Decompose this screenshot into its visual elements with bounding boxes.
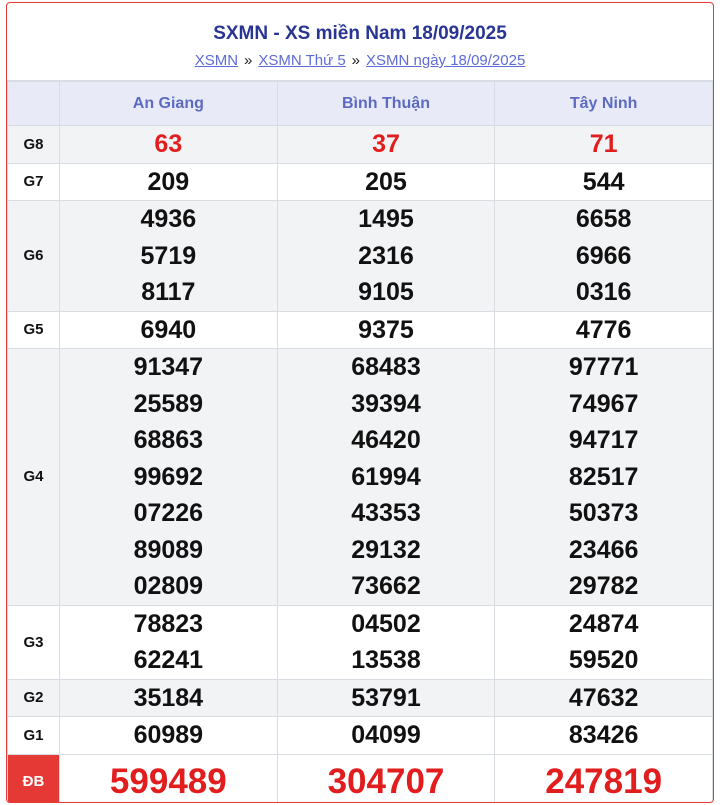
prize-number[interactable]: 43353 bbox=[351, 499, 421, 527]
prize-number[interactable]: 0316 bbox=[575, 278, 632, 306]
prize-label: G8 bbox=[8, 126, 60, 164]
prize-cell bbox=[495, 163, 713, 201]
prize-cell bbox=[277, 201, 495, 312]
prize-cell bbox=[60, 163, 278, 201]
prize-row-g4 bbox=[8, 349, 713, 606]
prize-row-g2 bbox=[8, 679, 713, 717]
prize-number[interactable]: 247819 bbox=[545, 761, 663, 801]
breadcrumb-link-date[interactable]: XSMN ngày 18/09/2025 bbox=[366, 52, 526, 69]
prize-number[interactable]: 04502 bbox=[351, 609, 421, 638]
prize-number[interactable]: 5719 bbox=[140, 241, 197, 270]
prize-cell bbox=[277, 717, 495, 755]
prize-number[interactable]: 544 bbox=[582, 167, 625, 196]
prize-label: G5 bbox=[8, 311, 60, 349]
prize-number[interactable]: 8117 bbox=[141, 278, 196, 306]
prize-row-đb bbox=[8, 754, 713, 803]
prize-cell bbox=[277, 349, 495, 606]
prize-number[interactable]: 2316 bbox=[358, 241, 414, 270]
prize-number[interactable]: 46420 bbox=[351, 426, 421, 454]
prize-number[interactable]: 91347 bbox=[133, 353, 204, 381]
prize-cell bbox=[495, 311, 713, 349]
prize-number[interactable]: 83426 bbox=[568, 721, 639, 749]
results-header bbox=[7, 3, 713, 81]
prize-number[interactable]: 599489 bbox=[109, 761, 227, 801]
prize-cell bbox=[277, 605, 495, 679]
prize-number[interactable]: 71 bbox=[589, 130, 618, 158]
header-corner-cell bbox=[8, 82, 60, 126]
province-header-an-giang[interactable]: An Giang bbox=[60, 82, 278, 126]
prize-cell bbox=[60, 126, 278, 164]
prize-cell bbox=[495, 605, 713, 679]
prize-number[interactable]: 29782 bbox=[568, 572, 639, 600]
breadcrumb-separator: » bbox=[351, 52, 361, 69]
prize-number[interactable]: 78823 bbox=[133, 609, 204, 638]
prize-number[interactable]: 37 bbox=[372, 130, 400, 158]
prize-number[interactable]: 61994 bbox=[351, 462, 421, 491]
prize-cell bbox=[60, 311, 278, 349]
prize-cell bbox=[277, 126, 495, 164]
results-panel bbox=[6, 2, 714, 803]
prize-cell bbox=[60, 717, 278, 755]
prize-number[interactable]: 60989 bbox=[133, 721, 204, 749]
prize-number[interactable]: 50373 bbox=[568, 499, 639, 527]
prize-number[interactable]: 9105 bbox=[358, 278, 414, 306]
prize-number[interactable]: 4936 bbox=[140, 205, 197, 233]
prize-label: G4 bbox=[8, 349, 60, 606]
prize-number[interactable]: 29132 bbox=[351, 535, 421, 564]
results-table bbox=[7, 81, 713, 803]
prize-number[interactable]: 63 bbox=[154, 130, 183, 158]
prize-label: G7 bbox=[8, 163, 60, 201]
prize-number[interactable]: 89089 bbox=[133, 535, 204, 564]
prize-number[interactable]: 68483 bbox=[351, 353, 421, 381]
prize-number[interactable]: 59520 bbox=[568, 646, 639, 674]
prize-number[interactable]: 97771 bbox=[568, 353, 639, 381]
prize-number[interactable]: 9375 bbox=[358, 315, 414, 344]
prize-number[interactable]: 209 bbox=[147, 167, 190, 196]
prize-number[interactable]: 35184 bbox=[133, 683, 204, 712]
breadcrumb-link-xsmn[interactable]: XSMN bbox=[194, 52, 239, 69]
prize-label: G6 bbox=[8, 201, 60, 312]
prize-label: ĐB bbox=[8, 754, 60, 803]
prize-number[interactable]: 68863 bbox=[133, 426, 204, 454]
prize-number[interactable]: 07226 bbox=[133, 499, 204, 527]
prize-row-g3 bbox=[8, 605, 713, 679]
prize-row-g8 bbox=[8, 126, 713, 164]
prize-number[interactable]: 47632 bbox=[568, 683, 639, 712]
prize-cell bbox=[277, 163, 495, 201]
province-header-binh-thuan[interactable]: Bình Thuận bbox=[277, 82, 495, 126]
prize-label: G3 bbox=[8, 605, 60, 679]
prize-cell bbox=[495, 717, 713, 755]
prize-cell bbox=[495, 349, 713, 606]
prize-number[interactable]: 24874 bbox=[568, 609, 639, 638]
prize-cell bbox=[495, 754, 713, 803]
prize-cell bbox=[60, 349, 278, 606]
prize-number[interactable]: 23466 bbox=[568, 535, 639, 564]
prize-rows bbox=[8, 126, 713, 804]
prize-label: G1 bbox=[8, 717, 60, 755]
prize-cell bbox=[60, 201, 278, 312]
prize-row-g1 bbox=[8, 717, 713, 755]
prize-cell bbox=[60, 754, 278, 803]
prize-cell bbox=[495, 679, 713, 717]
breadcrumb-link-thu-5[interactable]: XSMN Thứ 5 bbox=[258, 52, 346, 69]
prize-number[interactable]: 74967 bbox=[568, 389, 639, 418]
prize-number[interactable]: 6966 bbox=[575, 241, 632, 270]
prize-cell bbox=[60, 605, 278, 679]
prize-number[interactable]: 205 bbox=[365, 167, 407, 196]
prize-number[interactable]: 304707 bbox=[327, 761, 445, 801]
prize-number[interactable]: 94717 bbox=[568, 426, 639, 454]
prize-number[interactable]: 02809 bbox=[133, 572, 204, 600]
prize-number[interactable]: 73662 bbox=[351, 572, 421, 600]
province-header-row bbox=[8, 82, 713, 126]
prize-cell bbox=[277, 311, 495, 349]
prize-row-g7 bbox=[8, 163, 713, 201]
prize-cell bbox=[60, 679, 278, 717]
prize-number[interactable]: 6940 bbox=[140, 315, 197, 344]
prize-cell bbox=[277, 754, 495, 803]
prize-number[interactable]: 39394 bbox=[351, 389, 421, 418]
prize-number[interactable]: 04099 bbox=[351, 721, 421, 749]
breadcrumb-separator: » bbox=[244, 52, 253, 69]
page-title: SXMN - XS miền Nam 18/09/2025 bbox=[213, 23, 507, 44]
prize-number[interactable]: 6658 bbox=[575, 205, 632, 233]
province-header-tay-ninh[interactable]: Tây Ninh bbox=[495, 82, 713, 126]
prize-number[interactable]: 13538 bbox=[351, 646, 421, 674]
prize-row-g5 bbox=[8, 311, 713, 349]
prize-number[interactable]: 99692 bbox=[133, 462, 204, 491]
prize-number[interactable]: 1495 bbox=[358, 205, 414, 233]
prize-number[interactable]: 62241 bbox=[133, 646, 204, 674]
prize-row-g6 bbox=[8, 201, 713, 312]
prize-cell bbox=[495, 126, 713, 164]
breadcrumb bbox=[7, 52, 713, 70]
prize-number[interactable]: 82517 bbox=[568, 462, 639, 491]
prize-label: G2 bbox=[8, 679, 60, 717]
prize-number[interactable]: 25589 bbox=[133, 389, 204, 418]
prize-number[interactable]: 4776 bbox=[575, 315, 632, 344]
prize-cell bbox=[277, 679, 495, 717]
prize-cell bbox=[495, 201, 713, 312]
prize-number[interactable]: 53791 bbox=[351, 683, 421, 712]
